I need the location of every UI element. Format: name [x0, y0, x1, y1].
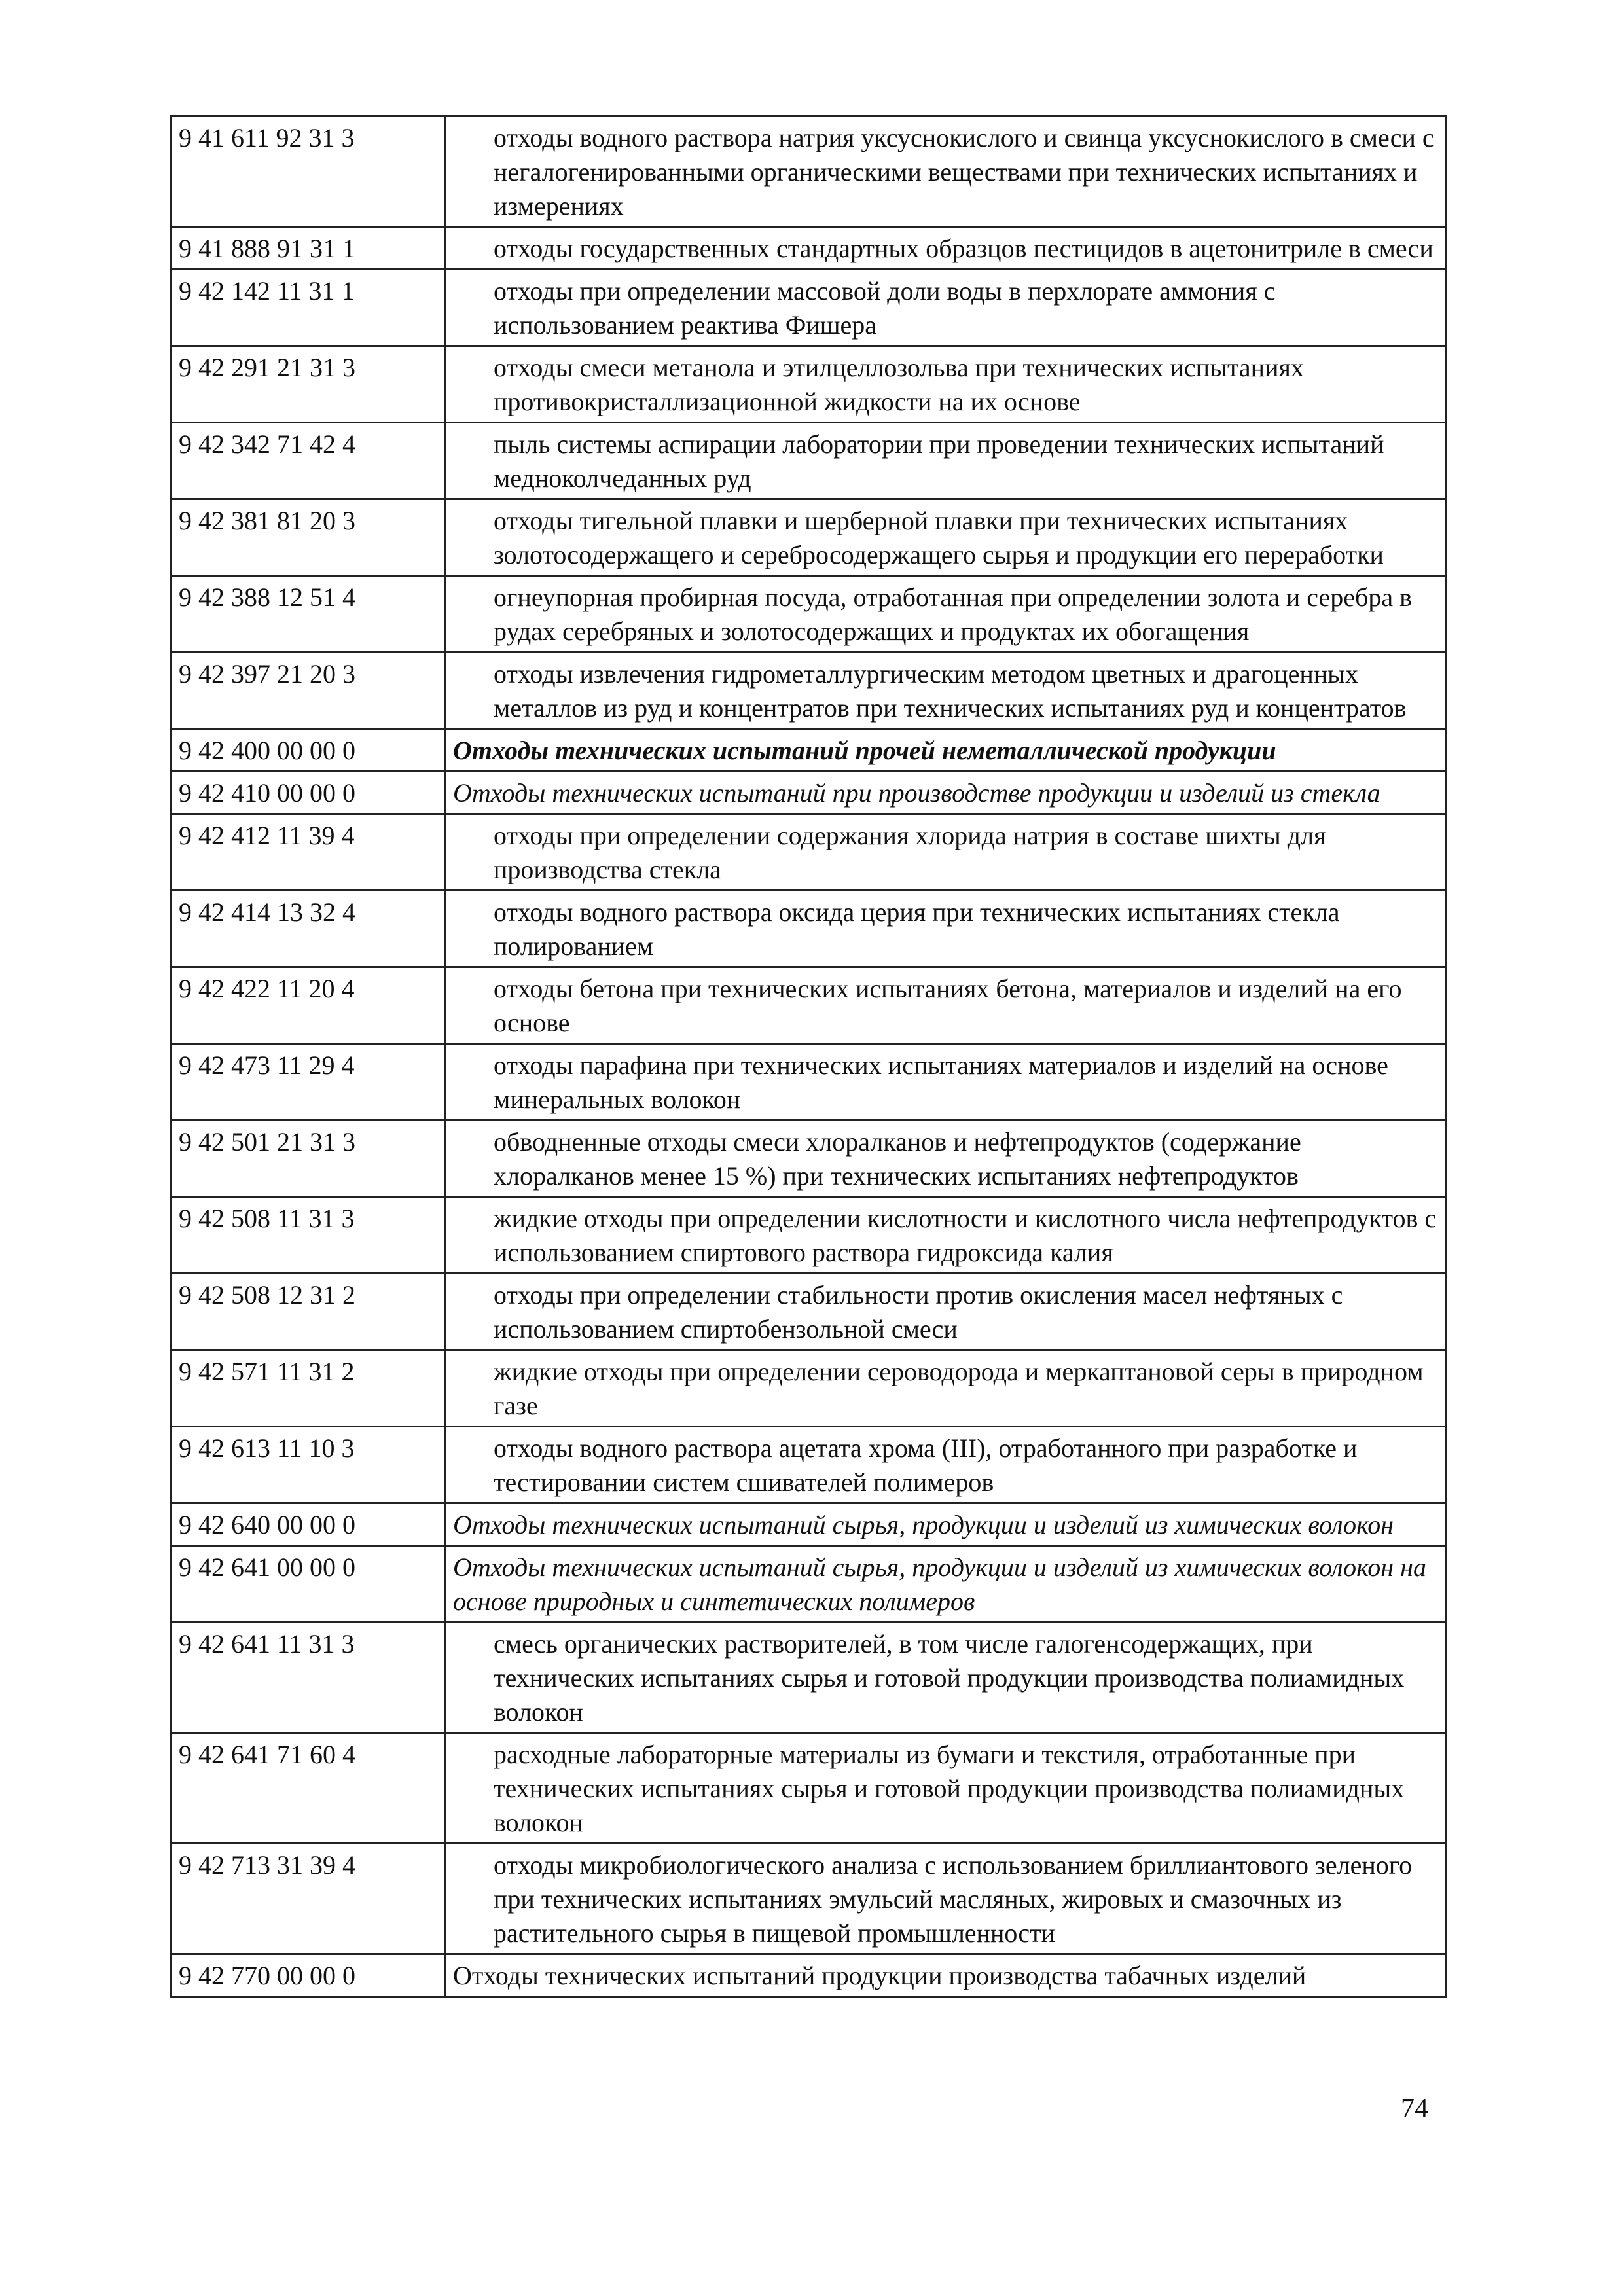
waste-description-cell: отходы водного раствора натрия уксуснокислого и свинца уксуснокислого в смеси с негалогенированными органическими веществами при технических испытаниях и измерениях [446, 117, 1446, 227]
table-body [171, 117, 1446, 1997]
table-row [171, 1844, 1446, 1954]
waste-code-cell: 9 42 501 21 31 3 [171, 1121, 446, 1197]
waste-description-cell: отходы микробиологического анализа с использованием бриллиантового зеленого при технических испытаниях эмульсий масляных, жировых и смазочных из растительного сырья в пищевой промышленности [446, 1844, 1446, 1954]
page-number: 74 [1401, 2094, 1428, 2124]
table-row [171, 423, 1446, 499]
waste-code-cell: 9 42 641 00 00 0 [171, 1546, 446, 1623]
table-row [171, 1197, 1446, 1274]
table-row [171, 1044, 1446, 1121]
waste-code-cell: 9 42 412 11 39 4 [171, 814, 446, 891]
table-row [171, 814, 1446, 891]
waste-code-cell: 9 42 414 13 32 4 [171, 891, 446, 967]
waste-code-cell: 9 42 640 00 00 0 [171, 1503, 446, 1546]
waste-code-cell: 9 41 888 91 31 1 [171, 227, 446, 270]
waste-code-cell: 9 42 770 00 00 0 [171, 1954, 446, 1997]
waste-description-cell: отходы водного раствора оксида церия при технических испытаниях стекла полированием [446, 891, 1446, 967]
waste-code-cell: 9 42 641 11 31 3 [171, 1623, 446, 1733]
waste-description-cell: отходы парафина при технических испытаниях материалов и изделий на основе минеральных волокон [446, 1044, 1446, 1121]
waste-code-cell: 9 42 388 12 51 4 [171, 576, 446, 653]
table-row [171, 117, 1446, 227]
table-row [171, 653, 1446, 729]
waste-description-cell: огнеупорная пробирная посуда, отработанная при определении золота и серебра в рудах серебряных и золотосодержащих и продуктах их обогащения [446, 576, 1446, 653]
waste-code-cell: 9 42 342 71 42 4 [171, 423, 446, 499]
waste-description-cell: Отходы технических испытаний сырья, продукции и изделий из химических волокон на основе природных и синтетических полимеров [446, 1546, 1446, 1623]
waste-description-cell: жидкие отходы при определении кислотности и кислотного числа нефтепродуктов с использованием спиртового раствора гидроксида калия [446, 1197, 1446, 1274]
table-row [171, 1121, 1446, 1197]
table-row [171, 729, 1446, 772]
table-row [171, 1350, 1446, 1427]
waste-code-cell: 9 42 508 12 31 2 [171, 1274, 446, 1350]
waste-description-cell: Отходы технических испытаний продукции производства табачных изделий [446, 1954, 1446, 1997]
table-row [171, 227, 1446, 270]
table-row [171, 772, 1446, 814]
waste-description-cell: отходы тигельной плавки и шерберной плавки при технических испытаниях золотосодержащего и серебросодержащего сырья и продукции его переработки [446, 499, 1446, 576]
table-row [171, 499, 1446, 576]
waste-description-cell: отходы водного раствора ацетата хрома (III), отработанного при разработке и тестировании систем сшивателей полимеров [446, 1427, 1446, 1503]
waste-description-cell: расходные лабораторные материалы из бумаги и текстиля, отработанные при технических испытаниях сырья и готовой продукции производства полиамидных волокон [446, 1733, 1446, 1844]
waste-description-cell: пыль системы аспирации лаборатории при проведении технических испытаний медноколчеданных руд [446, 423, 1446, 499]
table-row [171, 1546, 1446, 1623]
waste-code-cell: 9 42 381 81 20 3 [171, 499, 446, 576]
table-row [171, 1954, 1446, 1997]
table-row [171, 1274, 1446, 1350]
waste-description-cell: отходы при определении стабильности против окисления масел нефтяных с использованием спиртобензольной смеси [446, 1274, 1446, 1350]
waste-description-cell: Отходы технических испытаний при производстве продукции и изделий из стекла [446, 772, 1446, 814]
waste-code-cell: 9 42 142 11 31 1 [171, 270, 446, 346]
waste-code-cell: 9 42 613 11 10 3 [171, 1427, 446, 1503]
table-row [171, 1427, 1446, 1503]
table-row [171, 270, 1446, 346]
waste-description-cell: отходы смеси метанола и этилцеллозольва при технических испытаниях противокристаллизационной жидкости на их основе [446, 346, 1446, 423]
waste-description-cell: обводненные отходы смеси хлоралканов и нефтепродуктов (содержание хлоралканов менее 15 %) при технических испытаниях нефтепродуктов [446, 1121, 1446, 1197]
waste-description-cell: отходы государственных стандартных образцов пестицидов в ацетонитриле в смеси [446, 227, 1446, 270]
waste-code-cell: 9 42 641 71 60 4 [171, 1733, 446, 1844]
table-row [171, 576, 1446, 653]
waste-classification-table [170, 115, 1447, 1998]
waste-code-cell: 9 42 400 00 00 0 [171, 729, 446, 772]
waste-code-cell: 9 42 508 11 31 3 [171, 1197, 446, 1274]
table-row [171, 1733, 1446, 1844]
waste-code-cell: 9 41 611 92 31 3 [171, 117, 446, 227]
waste-classification-table-container [170, 115, 1447, 1998]
waste-description-cell: жидкие отходы при определении сероводорода и меркаптановой серы в природном газе [446, 1350, 1446, 1427]
waste-code-cell: 9 42 713 31 39 4 [171, 1844, 446, 1954]
waste-code-cell: 9 42 410 00 00 0 [171, 772, 446, 814]
table-row [171, 346, 1446, 423]
waste-code-cell: 9 42 291 21 31 3 [171, 346, 446, 423]
waste-description-cell: Отходы технических испытаний прочей неметаллической продукции [446, 729, 1446, 772]
waste-description-cell: отходы при определении массовой доли воды в перхлорате аммония с использованием реактива Фишера [446, 270, 1446, 346]
waste-code-cell: 9 42 397 21 20 3 [171, 653, 446, 729]
waste-description-cell: отходы извлечения гидрометаллургическим методом цветных и драгоценных металлов из руд и концентратов при технических испытаниях руд и концентратов [446, 653, 1446, 729]
waste-description-cell: отходы при определении содержания хлорида натрия в составе шихты для производства стекла [446, 814, 1446, 891]
waste-description-cell: Отходы технических испытаний сырья, продукции и изделий из химических волокон [446, 1503, 1446, 1546]
table-row [171, 1503, 1446, 1546]
waste-code-cell: 9 42 473 11 29 4 [171, 1044, 446, 1121]
waste-code-cell: 9 42 422 11 20 4 [171, 967, 446, 1044]
table-row [171, 891, 1446, 967]
table-row [171, 967, 1446, 1044]
waste-description-cell: отходы бетона при технических испытаниях бетона, материалов и изделий на его основе [446, 967, 1446, 1044]
waste-description-cell: смесь органических растворителей, в том числе галогенсодержащих, при технических испытаниях сырья и готовой продукции производства полиамидных волокон [446, 1623, 1446, 1733]
table-row [171, 1623, 1446, 1733]
waste-code-cell: 9 42 571 11 31 2 [171, 1350, 446, 1427]
